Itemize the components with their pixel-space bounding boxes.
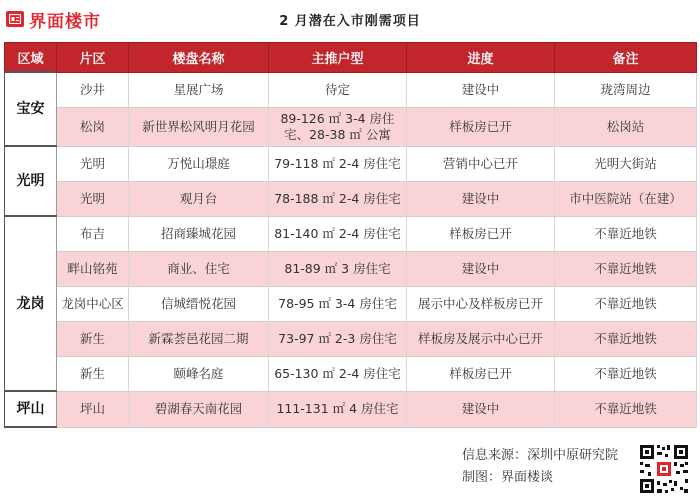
units-cell: 78-95 ㎡ 3-4 房住宅 xyxy=(269,286,407,321)
header xyxy=(0,0,700,38)
project-name-cell: 观月台 xyxy=(129,181,269,216)
note-cell: 不靠近地铁 xyxy=(555,216,697,251)
area-cell: 松岗 xyxy=(57,107,129,146)
area-cell: 新生 xyxy=(57,356,129,391)
area-cell: 光明 xyxy=(57,181,129,216)
page-title: 2 月潜在入市刚需项目 xyxy=(279,14,421,29)
note-cell: 珑湾周边 xyxy=(555,72,697,107)
column-header-progress: 进度 xyxy=(407,43,555,73)
column-header-note: 备注 xyxy=(555,43,697,73)
units-cell: 78-188 ㎡ 2-4 房住宅 xyxy=(269,181,407,216)
region-cell: 坪山 xyxy=(5,391,57,427)
progress-cell: 建设中 xyxy=(407,251,555,286)
region-cell: 宝安 xyxy=(5,72,57,146)
progress-cell: 营销中心已开 xyxy=(407,146,555,181)
column-header-region: 区域 xyxy=(5,43,57,73)
region-cell: 光明 xyxy=(5,146,57,216)
units-cell: 65-130 ㎡ 2-4 房住宅 xyxy=(269,356,407,391)
table-row xyxy=(5,72,697,107)
column-header-name: 楼盘名称 xyxy=(129,43,269,73)
project-name-cell: 星展广场 xyxy=(129,72,269,107)
note-cell: 不靠近地铁 xyxy=(555,321,697,356)
region-cell: 龙岗 xyxy=(5,216,57,391)
area-cell: 龙岗中心区 xyxy=(57,286,129,321)
area-cell: 坪山 xyxy=(57,391,129,427)
units-cell: 81-140 ㎡ 2-4 房住宅 xyxy=(269,216,407,251)
units-cell: 89-126 ㎡ 3-4 房住宅、28-38 ㎡ 公寓 xyxy=(269,107,407,146)
note-cell: 光明大街站 xyxy=(555,146,697,181)
area-cell: 畔山铭苑 xyxy=(57,251,129,286)
source-credits xyxy=(462,445,618,489)
table-header-row xyxy=(5,43,697,73)
footer xyxy=(0,437,700,504)
area-cell: 光明 xyxy=(57,146,129,181)
source-line xyxy=(462,445,618,467)
progress-cell: 样板房及展示中心已开 xyxy=(407,321,555,356)
note-cell: 松岗站 xyxy=(555,107,697,146)
project-name-cell: 新霖荟邑花园二期 xyxy=(129,321,269,356)
note-cell: 不靠近地铁 xyxy=(555,286,697,321)
project-name-cell: 颐峰名庭 xyxy=(129,356,269,391)
project-name-cell: 招商臻城花园 xyxy=(129,216,269,251)
progress-cell: 建设中 xyxy=(407,391,555,427)
table-row xyxy=(5,146,697,181)
progress-cell: 建设中 xyxy=(407,181,555,216)
table-row xyxy=(5,216,697,251)
qr-code-icon[interactable] xyxy=(638,443,690,495)
made-by-line xyxy=(462,467,618,489)
brand-name: 界面楼市 xyxy=(29,11,101,32)
source-value: 深圳中原研究院 xyxy=(526,448,618,463)
table-row xyxy=(5,391,697,427)
note-cell: 不靠近地铁 xyxy=(555,251,697,286)
note-cell: 市中医院站（在建） xyxy=(555,181,697,216)
table-row xyxy=(5,321,697,356)
table-row xyxy=(5,251,697,286)
source-label: 信息来源： xyxy=(461,448,527,463)
area-cell: 沙井 xyxy=(57,72,129,107)
projects-table xyxy=(4,42,697,428)
units-cell: 73-97 ㎡ 2-3 房住宅 xyxy=(269,321,407,356)
table-row xyxy=(5,356,697,391)
progress-cell: 样板房已开 xyxy=(407,216,555,251)
column-header-area: 片区 xyxy=(57,43,129,73)
area-cell: 布吉 xyxy=(57,216,129,251)
project-name-cell: 信城缙悦花园 xyxy=(129,286,269,321)
progress-cell: 样板房已开 xyxy=(407,107,555,146)
made-by-value: 界面楼谈 xyxy=(500,470,553,485)
made-by-label: 制图： xyxy=(461,470,501,485)
project-name-cell: 碧湖春天南花园 xyxy=(129,391,269,427)
table-row xyxy=(5,107,697,146)
progress-cell: 展示中心及样板房已开 xyxy=(407,286,555,321)
units-cell: 81-89 ㎡ 3 房住宅 xyxy=(269,251,407,286)
project-name-cell: 商业、住宅 xyxy=(129,251,269,286)
progress-cell: 建设中 xyxy=(407,72,555,107)
area-cell: 新生 xyxy=(57,321,129,356)
table-row xyxy=(5,286,697,321)
project-name-cell: 万悦山璟庭 xyxy=(129,146,269,181)
note-cell: 不靠近地铁 xyxy=(555,391,697,427)
table-row xyxy=(5,181,697,216)
project-name-cell: 新世界松风明月花园 xyxy=(129,107,269,146)
units-cell: 待定 xyxy=(269,72,407,107)
units-cell: 79-118 ㎡ 2-4 房住宅 xyxy=(269,146,407,181)
column-header-units: 主推户型 xyxy=(269,43,407,73)
note-cell: 不靠近地铁 xyxy=(555,356,697,391)
progress-cell: 样板房已开 xyxy=(407,356,555,391)
units-cell: 111-131 ㎡ 4 房住宅 xyxy=(269,391,407,427)
